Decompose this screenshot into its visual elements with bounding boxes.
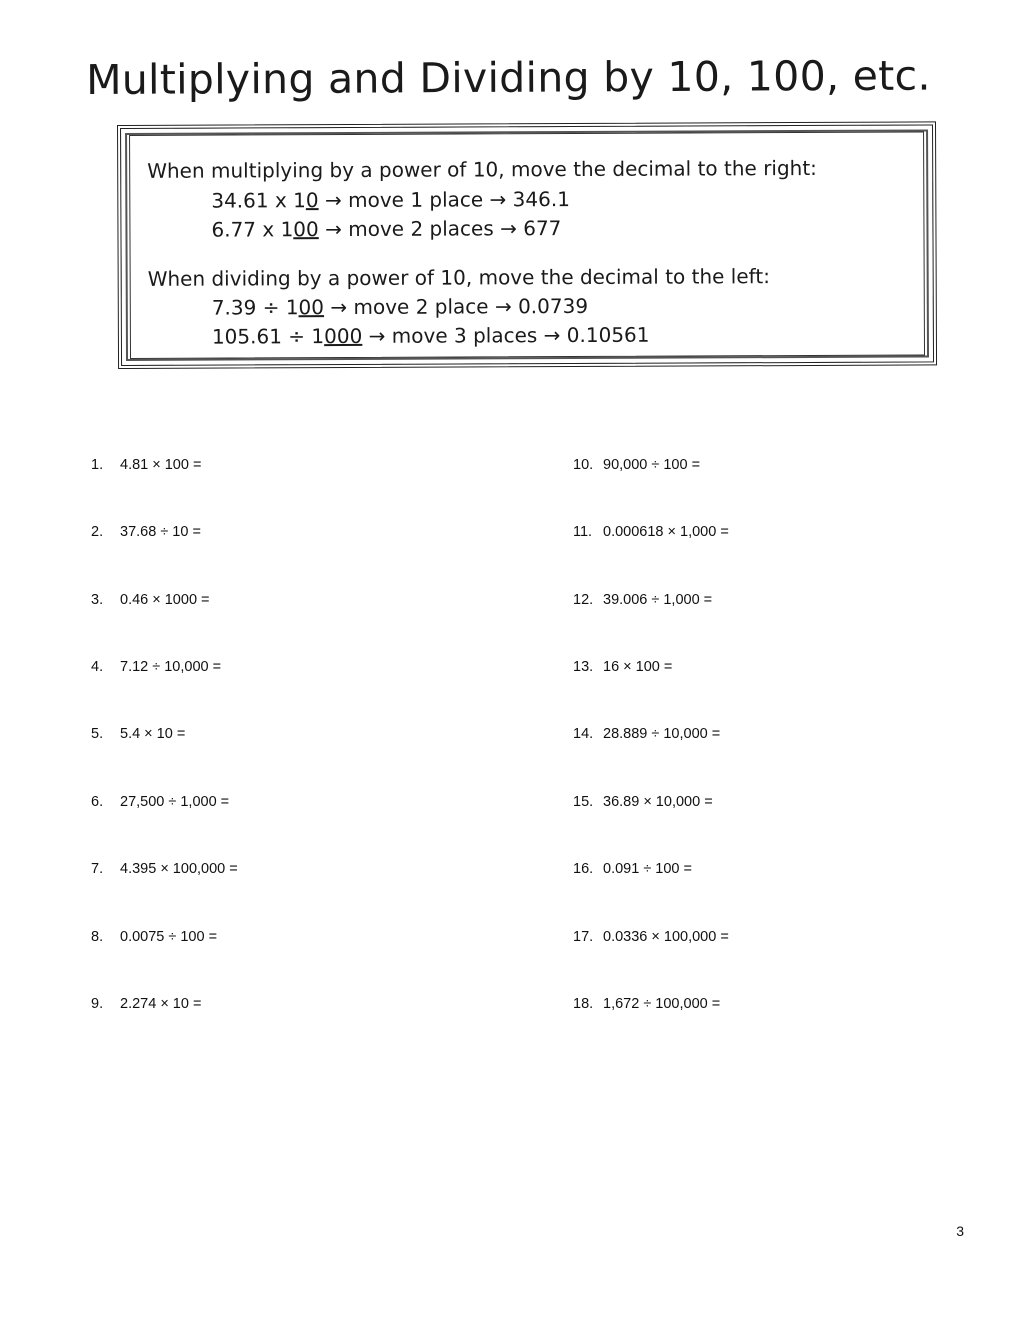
problem-item xyxy=(91,457,202,473)
problem-expression: 0.000618 × 1,000 = xyxy=(603,524,729,540)
problem-item xyxy=(573,524,729,540)
page-title: Multiplying and Dividing by 10, 100, etc. xyxy=(86,51,931,104)
problem-item xyxy=(573,929,729,945)
problem-number: 5. xyxy=(91,726,104,742)
problem-expression: 0.0336 × 100,000 = xyxy=(603,929,729,945)
example-left: 7.39 ÷ 1 xyxy=(211,295,299,320)
problem-item xyxy=(573,659,673,675)
problem-item xyxy=(91,592,210,608)
problem-item xyxy=(573,861,692,877)
problem-number: 7. xyxy=(91,861,104,877)
problem-expression: 39.006 ÷ 1,000 = xyxy=(603,592,713,608)
problem-item xyxy=(573,726,721,742)
problem-expression: 36.89 × 10,000 = xyxy=(603,794,713,810)
problem-expression: 4.395 × 100,000 = xyxy=(120,861,238,877)
problem-number: 14. xyxy=(573,726,594,742)
problem-item xyxy=(91,996,202,1012)
problem-number: 1. xyxy=(91,457,104,473)
problem-item xyxy=(91,726,186,742)
problem-number: 13. xyxy=(573,659,594,675)
example-left: 34.61 x 1 xyxy=(211,188,306,213)
example-underlined-zeros: 00 xyxy=(293,217,319,242)
example-result: → move 1 place → 346.1 xyxy=(318,187,570,213)
problem-expression: 2.274 × 10 = xyxy=(120,996,202,1012)
problem-number: 2. xyxy=(91,524,104,540)
problem-number: 16. xyxy=(573,861,594,877)
problem-item xyxy=(91,929,218,945)
problem-number: 10. xyxy=(573,457,594,473)
problem-expression: 0.0075 ÷ 100 = xyxy=(120,929,218,945)
problem-expression: 1,672 ÷ 100,000 = xyxy=(603,996,721,1012)
example-result: → move 2 place → 0.0739 xyxy=(323,293,589,320)
problem-number: 6. xyxy=(91,794,104,810)
problem-item xyxy=(573,457,701,473)
problem-expression: 90,000 ÷ 100 = xyxy=(603,457,701,473)
problem-number: 12. xyxy=(573,592,594,608)
divide-rule-heading: When dividing by a power of 10, move the decimal to the left: xyxy=(147,264,770,291)
example-result: → move 2 places → 677 xyxy=(318,216,562,242)
problem-expression: 37.68 ÷ 10 = xyxy=(120,524,201,540)
problem-expression: 5.4 × 10 = xyxy=(120,726,186,742)
problem-number: 17. xyxy=(573,929,594,945)
example-underlined-zeros: 0 xyxy=(305,188,319,213)
example-left: 6.77 x 1 xyxy=(211,217,294,242)
problem-number: 3. xyxy=(91,592,104,608)
problem-number: 8. xyxy=(91,929,104,945)
problem-item xyxy=(573,996,721,1012)
problem-item xyxy=(573,592,713,608)
problem-item xyxy=(91,794,230,810)
problem-item xyxy=(91,861,238,877)
problem-number: 11. xyxy=(573,524,593,540)
example-underlined-zeros: 000 xyxy=(324,323,363,349)
example-left: 105.61 ÷ 1 xyxy=(211,324,325,349)
problem-expression: 16 × 100 = xyxy=(603,659,673,675)
problem-expression: 28.889 ÷ 10,000 = xyxy=(603,726,721,742)
problem-item xyxy=(91,524,201,540)
problem-expression: 27,500 ÷ 1,000 = xyxy=(120,794,230,810)
problem-number: 18. xyxy=(573,996,594,1012)
multiply-rule-heading: When multiplying by a power of 10, move the decimal to the right: xyxy=(147,155,817,183)
problem-expression: 0.46 × 1000 = xyxy=(120,592,210,608)
problem-number: 4. xyxy=(91,659,104,675)
problem-number: 15. xyxy=(573,794,594,810)
problem-item xyxy=(573,794,713,810)
problem-expression: 7.12 ÷ 10,000 = xyxy=(120,659,222,675)
example-underlined-zeros: 00 xyxy=(298,295,325,320)
problem-number: 9. xyxy=(91,996,104,1012)
problem-expression: 0.091 ÷ 100 = xyxy=(603,861,692,877)
example-result: → move 3 places → 0.10561 xyxy=(362,322,650,348)
page-number: 3 xyxy=(956,1223,964,1239)
problem-expression: 4.81 × 100 = xyxy=(120,457,202,473)
problem-item xyxy=(91,659,222,675)
